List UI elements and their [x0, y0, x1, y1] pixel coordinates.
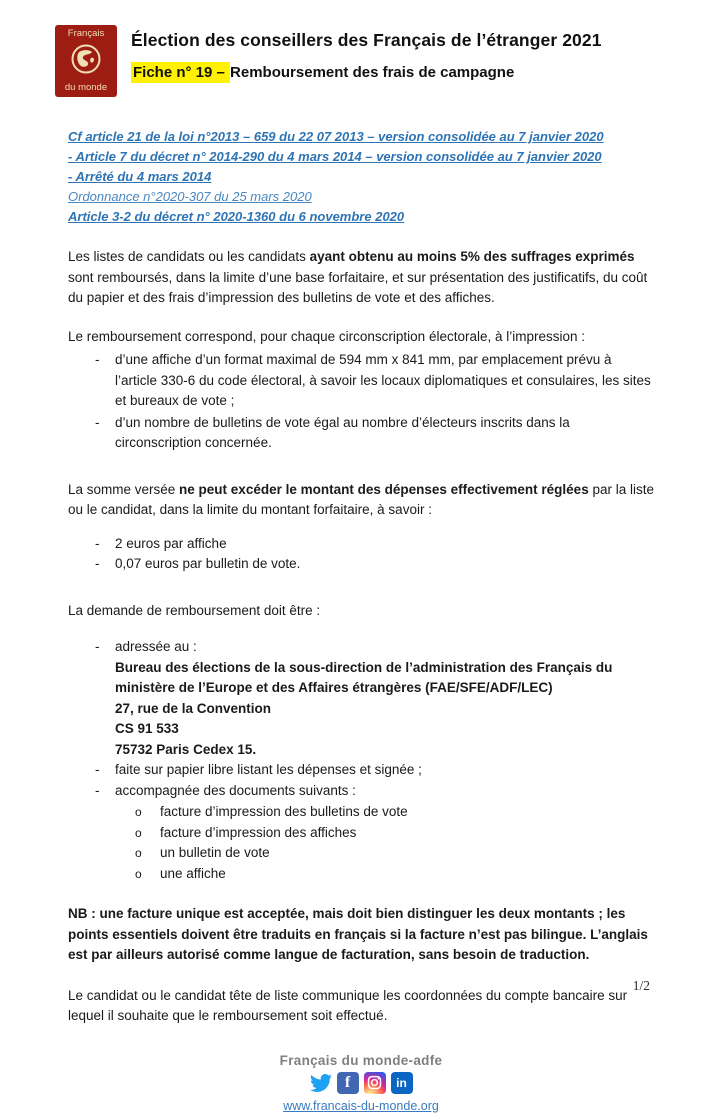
linkedin-icon[interactable]: in	[391, 1072, 413, 1094]
list-item: o un bulletin de vote	[115, 843, 654, 864]
page-number: 1/2	[632, 978, 650, 993]
address-line: CS 91 533	[115, 721, 179, 736]
footer	[68, 1053, 654, 1113]
logo-text-bottom: du monde	[64, 82, 108, 93]
website-link[interactable]: www.francais-du-monde.org	[283, 1098, 439, 1113]
list-forfait	[68, 534, 654, 575]
logo-text-top: Français	[67, 28, 105, 39]
list-item-documents	[68, 781, 654, 885]
globe-icon	[69, 42, 103, 81]
page-subtitle	[131, 64, 602, 81]
address-line: 27, rue de la Convention	[115, 700, 272, 716]
list-item: - 0,07 euros par bulletin de vote.	[68, 554, 654, 575]
paragraph-nb: NB : une facture unique est acceptée, mais doit bien distinguer les deux montants ; les points essentiels doivent être traduits en français si la facture n’est pas bilingue. L’anglais est par ailleurs autorisé comme langue de facturation, sans besoin de traduction.	[68, 906, 648, 962]
reference-link-decret-2014[interactable]: - Article 7 du décret n° 2014-290 du 4 mars 2014 – version consolidée au 7 janvier 2020	[68, 149, 602, 164]
list-demande	[68, 637, 654, 884]
header	[55, 25, 654, 97]
list-item: o facture d’impression des bulletins de vote	[115, 802, 654, 823]
documents-label: accompagnée des documents suivants :	[115, 782, 356, 798]
facebook-icon[interactable]: f	[337, 1072, 359, 1094]
address-line: 75732 Paris Cedex 15.	[115, 741, 257, 757]
page-title: Élection des conseillers des Français de l’étranger 2021	[131, 30, 602, 50]
list-item: o facture d’impression des affiches	[115, 823, 654, 844]
list-item: - faite sur papier libre listant les dépenses et signée ;	[68, 760, 654, 781]
reference-link-ordonnance-2020[interactable]: Ordonnance n°2020-307 du 25 mars 2020	[68, 189, 312, 204]
twitter-icon[interactable]	[310, 1072, 332, 1094]
francais-du-monde-logo	[55, 25, 117, 97]
list-item-adresse	[68, 637, 654, 760]
social-links	[310, 1072, 413, 1094]
reference-link-arrete-2014[interactable]: - Arrêté du 4 mars 2014	[68, 169, 212, 184]
paragraph-demande-intro: La demande de remboursement doit être :	[68, 602, 321, 618]
paragraph-somme-versee: La somme versée ne peut excéder le montant des dépenses effectivement réglées par la liste ou le candidat, dans la limite du montant forfaitaire, à savoir :	[68, 481, 654, 517]
legal-references	[68, 127, 654, 227]
list-item: - d’une affiche d’un format maximal de 594 mm x 841 mm, par emplacement prévu à l’article 330-6 du code électoral, à savoir les locaux diplomatiques et consulaires, les sites et bureaux de vote ;	[68, 350, 654, 412]
adresse-label: - adressée au :	[115, 639, 197, 654]
address-line: Bureau des élections de la sous-direction de l’administration des Français du ministère de l’Europe et des Affaires étrangères (FAE/SFE/ADF/LEC)	[115, 659, 613, 695]
list-item: - d’un nombre de bulletins de vote égal au nombre d’électeurs inscrits dans la circonscription concernée.	[68, 413, 654, 454]
instagram-icon[interactable]	[364, 1072, 386, 1094]
list-documents	[115, 802, 654, 884]
list-item: - 2 euros par affiche	[68, 534, 654, 555]
paragraph-closing: Le candidat ou le candidat tête de liste communique les coordonnées du compte bancaire sur lequel il souhaite que le remboursement soit effectué.	[68, 987, 628, 1023]
list-item: o une affiche	[115, 864, 654, 885]
footer-brand: Français du monde-adfe	[279, 1052, 443, 1068]
paragraph-eligibility: Les listes de candidats ou les candidats ayant obtenu au moins 5% des suffrages exprimés sont remboursés, dans la limite d’une base forfaitaire, et sur présentation des justificatifs, du coût du papier et des frais d’impression des bulletins de vote et des affiches.	[68, 249, 648, 305]
fiche-number-highlight: Fiche n° 19 –	[133, 64, 230, 81]
reference-link-loi-2013[interactable]: Cf article 21 de la loi n°2013 – 659 du 22 07 2013 – version consolidée au 7 janvier 2020	[68, 129, 604, 144]
reference-link-decret-2020[interactable]: Article 3-2 du décret n° 2020-1360 du 6 novembre 2020	[68, 209, 405, 224]
paragraph-remboursement-intro: Le remboursement correspond, pour chaque circonscription électorale, à l’impression :	[68, 328, 586, 344]
list-impression	[68, 350, 654, 454]
fiche-subject: Remboursement des frais de campagne	[230, 64, 515, 81]
